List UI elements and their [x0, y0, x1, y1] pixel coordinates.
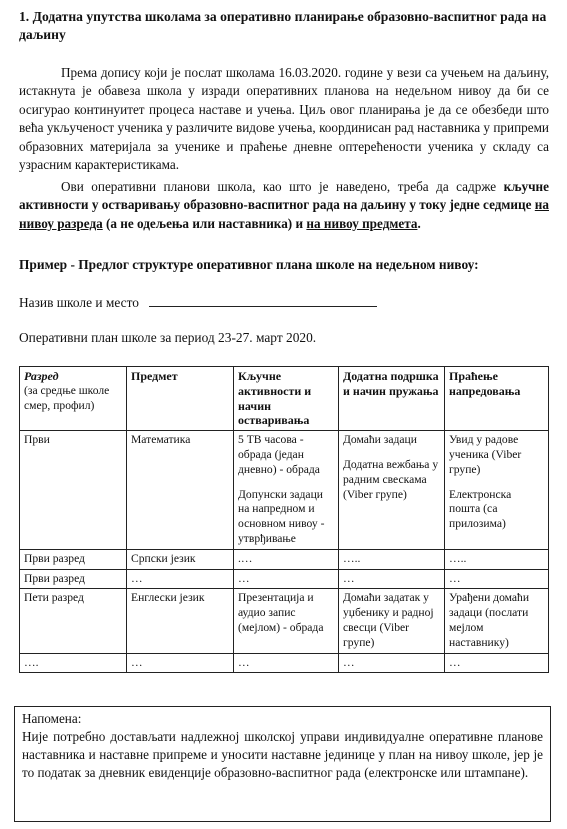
school-name-field	[19, 292, 377, 312]
cell-grade: ….	[20, 653, 127, 673]
section-heading: 1. Додатна упутства школама за оперативно планирање образовно-васпитног рада на даљину	[19, 9, 547, 42]
school-name-label: Назив школе и место	[19, 295, 139, 310]
cell-subject: …	[127, 569, 234, 589]
requirements-paragraph	[19, 178, 549, 233]
cell-activities: …	[234, 653, 339, 673]
example-title: Пример - Предлог структуре оперативног плана школе на недељном нивоу:	[19, 257, 479, 272]
cell-progress: …..	[445, 549, 549, 569]
progress-item: Електронска пошта (са прилозима)	[449, 487, 512, 531]
activity-item: Допунски задаци на напредном и основном нивоу - утврђивање	[238, 487, 325, 545]
cell-progress: …	[445, 653, 549, 673]
cell-activities: …	[234, 569, 339, 589]
header-grade-label: Разред	[24, 369, 59, 383]
table-row	[20, 589, 549, 653]
progress-item: Увид у радове ученика (Viber групе)	[449, 433, 522, 476]
cell-grade: Први разред	[20, 569, 127, 589]
cell-progress: Урађени домаћи задаци (послати мејлом наставнику)	[445, 589, 549, 653]
cell-subject: Математика	[127, 431, 234, 550]
school-name-blank	[149, 292, 377, 307]
cell-activities: .…	[234, 549, 339, 569]
note-body: Није потребно достављати надлежној школској управи индивидуалне оперативне планове наставника и наставне припреме и уносити наставне јединице у план на нивоу школе, јер је то податак за дневник евиденције образовно-васпитног рада (електронске или штампане).	[22, 729, 543, 780]
cell-subject: …	[127, 653, 234, 673]
support-item: Домаћи задаци	[343, 433, 417, 447]
cell-support: Домаћи задатак у уџбенику и радној свесци (Viber групе)	[339, 589, 445, 653]
cell-support: …	[339, 569, 445, 589]
intro-paragraph-text: Према допису који је послат школама 16.03.2020. године у вези са учењем на даљину, истакнута је обавеза школа у изради оперативних планова на недељном нивоу да би се осигурао континуитет процеса наставе и учења. Циљ овог планирања је да се обезбеди што већа укљученост ученика у различите видове учења, координисан рад наставника у припреми образовних материјала за ученике и праћење дневне оптерећености ученика у складу са узрасним карактеристикама.	[19, 65, 549, 173]
not-class-text: (а не одељења или наставника) и	[102, 215, 307, 231]
header-subject: Предмет	[127, 367, 234, 431]
operational-plan-table	[19, 366, 549, 673]
note-box	[14, 706, 551, 822]
requirements-text: Ови оперативни планови школа, као што је наведено, треба да садрже	[61, 179, 504, 194]
activity-item: 5 ТВ часова - обрада (један дневно) - обрада	[238, 433, 320, 476]
cell-progress: …	[445, 569, 549, 589]
intro-paragraph	[19, 64, 549, 174]
cell-support	[339, 431, 445, 550]
table-header-row	[20, 367, 549, 431]
cell-support: …	[339, 653, 445, 673]
key-activities-text: кључне активности у остваривању образовно-васпитног рада на даљину у току једне седмице	[19, 179, 549, 213]
grade-level-text: на нивоу разреда	[19, 197, 549, 231]
table-row	[20, 549, 549, 569]
header-support: Додатна подршка и начин пружања	[339, 367, 445, 431]
cell-grade: Први разред	[20, 549, 127, 569]
table-row	[20, 653, 549, 673]
subject-level-text: на нивоу предмета	[306, 215, 418, 231]
note-title: Напомена:	[22, 711, 82, 726]
table-row	[20, 569, 549, 589]
cell-grade: Први	[20, 431, 127, 550]
plan-period: Оперативни план школе за период 23-27. март 2020.	[19, 330, 317, 345]
support-item: Додатна вежбања у радним свескама (Viber групе)	[343, 457, 439, 501]
cell-activities: Презентација и аудио запис (мејлом) - обрада	[234, 589, 339, 653]
cell-support: …..	[339, 549, 445, 569]
cell-activities	[234, 431, 339, 550]
cell-subject: Енглески језик	[127, 589, 234, 653]
header-progress: Праћење напредовања	[445, 367, 549, 431]
header-activities: Кључне активности и начин остваривања	[234, 367, 339, 431]
table-row	[20, 431, 549, 550]
sentence-end: .	[417, 215, 421, 231]
header-grade	[20, 367, 127, 431]
header-grade-note: (за средње школе смер, профил)	[24, 383, 110, 412]
cell-progress	[445, 431, 549, 550]
cell-subject: Српски језик	[127, 549, 234, 569]
cell-grade: Пети разред	[20, 589, 127, 653]
